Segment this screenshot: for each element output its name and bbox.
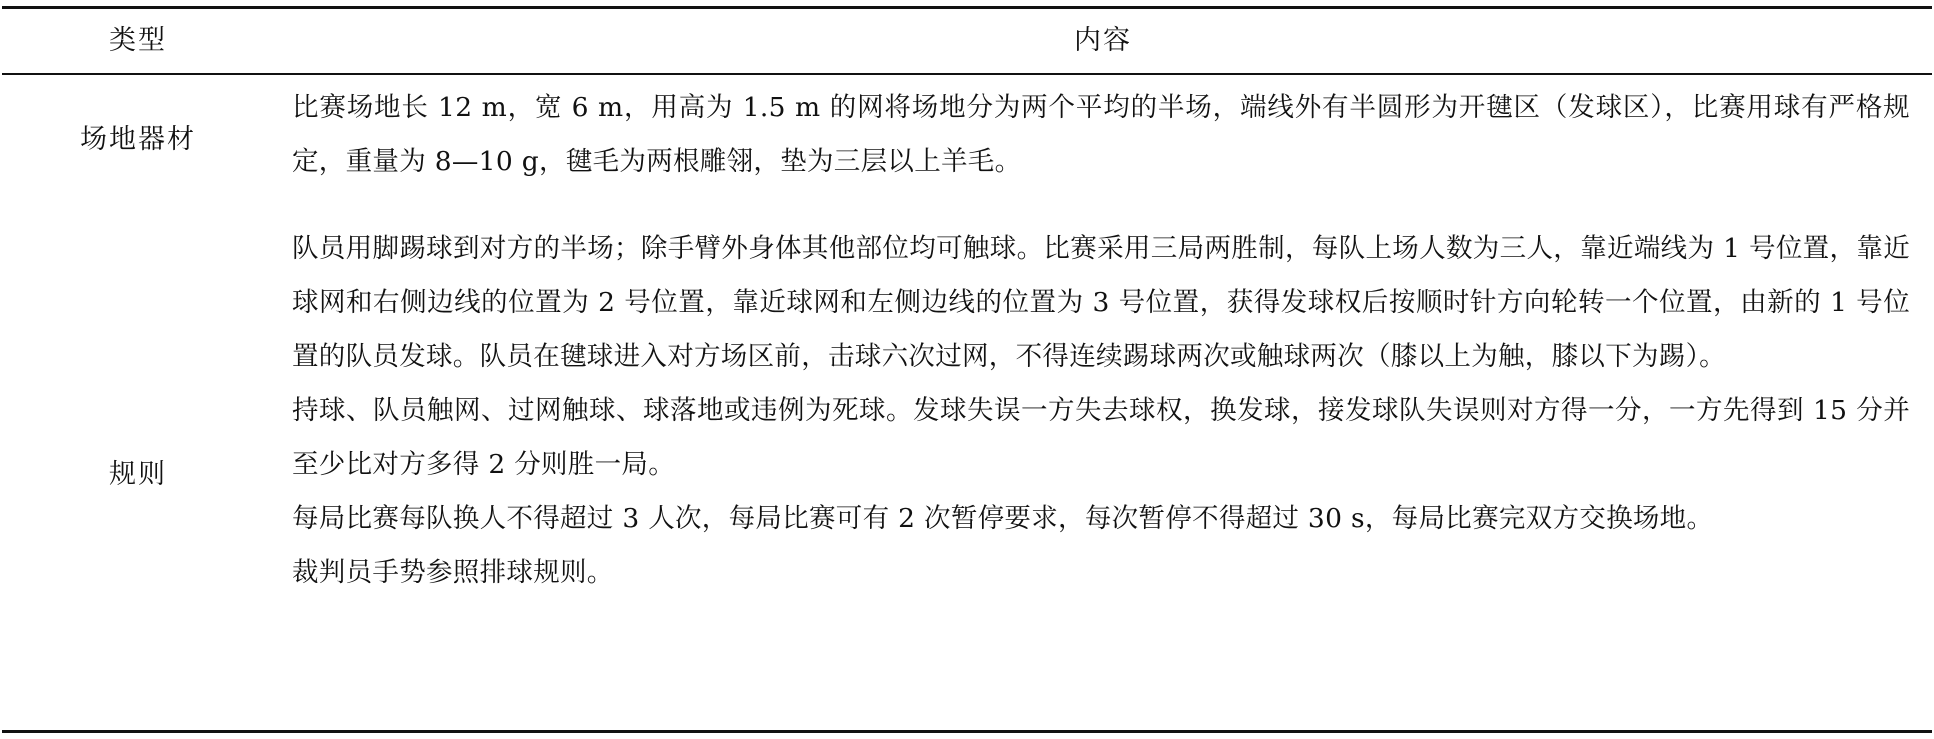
rules-paragraph-play: 队员用脚踢球到对方的半场；除手臂外身体其他部位均可触球。比赛采用三局两胜制，每队上场人数为三人，靠近端线为 1 号位置，靠近球网和右侧边线的位置为 2 号位置，靠近球网和左侧边线的位置为 3 号位置，获得发球权后按顺时针方向轮转一个位置，由新的 1 号位置的队员发球。队员在毽球进入对方场区前，击球六次过网，不得连续踢球两次或触球两次（膝以上为触，膝以下为踢）。	[292, 233, 1910, 372]
rules-paragraph-scoring: 持球、队员触网、过网触球、球落地或违例为死球。发球失误一方失去球权，换发球，接发球队失误则对方得一分，一方先得到 15 分并至少比对方多得 2 分则胜一局。	[292, 395, 1910, 480]
row-content-equipment	[292, 77, 1910, 199]
table-header	[2, 9, 1932, 75]
row-content-rules	[292, 222, 1910, 720]
equipment-paragraph: 比赛场地长 12 m，宽 6 m，用高为 1.5 m 的网将场地分为两个平均的半场，端线外有半圆形为开毽区（发球区），比赛用球有严格规定，重量为 8—10 g，毽毛为两根雕翎，垫为三层以上羊毛。	[292, 92, 1910, 177]
table-row-rules	[2, 222, 1932, 720]
row-type-equipment: 场地器材	[80, 123, 196, 155]
rules-paragraph-referee: 裁判员手势参照排球规则。	[292, 557, 614, 588]
rules-table	[2, 6, 1932, 733]
row-type-rules: 规则	[109, 458, 167, 490]
header-content: 内容	[1074, 25, 1132, 56]
table-row-equipment	[2, 77, 1932, 195]
header-type: 类型	[109, 25, 167, 56]
rules-paragraph-substitution: 每局比赛每队换人不得超过 3 人次，每局比赛可有 2 次暂停要求，每次暂停不得超过 30 s，每局比赛完双方交换场地。	[292, 503, 1714, 534]
